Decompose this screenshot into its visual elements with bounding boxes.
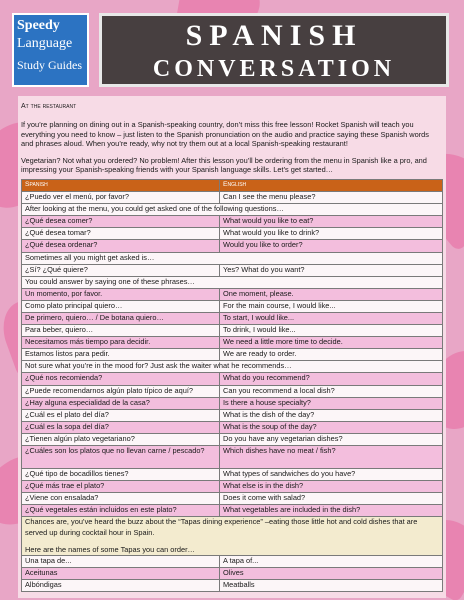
table-cell: Un momento, por favor. <box>22 288 220 300</box>
tapas-intro-cell <box>22 517 443 556</box>
table-cell: What vegetables are included in the dish? <box>220 505 443 517</box>
intro-paragraph: If you’re planning on dining out in a Spanish-speaking country, don’t miss this free lesson! Rocket Spanish will teach you everything you need to know – just listen to the Spanish pronunciation on the audio and practice saying these Spanish words and phrases aloud. When you’re ready, why not try them out at a local Spanish-speaking restaurant! <box>21 120 429 149</box>
table-cell: What else is in the dish? <box>220 481 443 493</box>
table-row <box>22 421 443 433</box>
table-cell: ¿Qué más trae el plato? <box>22 481 220 493</box>
table-cell: Estamos listos para pedir. <box>22 349 220 361</box>
table-cell: Spanish <box>22 179 220 191</box>
table-cell: Not sure what you’re in the mood for? Just ask the waiter what he recommends… <box>22 361 443 373</box>
table-cell: You could answer by saying one of these phrases… <box>22 276 443 288</box>
table-cell: ¿Qué vegetales están incluidos en este plato? <box>22 505 220 517</box>
table-cell: ¿Qué nos recomienda? <box>22 373 220 385</box>
logo <box>12 13 89 87</box>
table-cell: One moment, please. <box>220 288 443 300</box>
table-cell: What is the dish of the day? <box>220 409 443 421</box>
table-cell: ¿Viene con ensalada? <box>22 493 220 505</box>
table-row <box>22 505 443 517</box>
logo-line-2: Language <box>17 36 73 51</box>
table-cell: ¿Cuál es la sopa del día? <box>22 421 220 433</box>
table-row <box>22 409 443 421</box>
table-cell: ¿Tienen algún plato vegetariano? <box>22 433 220 445</box>
table-row <box>22 481 443 493</box>
table-cell: Necesitamos más tiempo para decidir. <box>22 337 220 349</box>
table-cell: Aceitunas <box>22 568 220 580</box>
table-cell: ¿Qué tipo de bocadillos tienes? <box>22 469 220 481</box>
logo-line-1: Speedy <box>17 18 60 33</box>
title-line-2: CONVERSATION <box>152 56 396 82</box>
table-cell: Can you recommend a local dish? <box>220 385 443 397</box>
content-panel <box>18 96 446 598</box>
table-row <box>22 446 443 469</box>
table-cell: Which dishes have no meat / fish? <box>220 446 443 469</box>
table-row <box>22 228 443 240</box>
table-cell: ¿Cuáles son los platos que no llevan carne / pescado? <box>22 446 220 469</box>
table-cell: ¿Puedo ver el menú, por favor? <box>22 192 220 204</box>
table-row <box>22 204 443 216</box>
header <box>0 0 464 96</box>
table-row <box>22 216 443 228</box>
tapas-intro-text-2: Here are the names of some Tapas you can order… <box>25 544 195 554</box>
table-cell: Would you like to order? <box>220 240 443 252</box>
title-box <box>99 13 449 87</box>
table-cell: Olives <box>220 568 443 580</box>
table-cell: What do you recommend? <box>220 373 443 385</box>
table-cell: What would you like to eat? <box>220 216 443 228</box>
table-cell: ¿Sí? ¿Qué quiere? <box>22 264 220 276</box>
logo-line-3: Study Guides <box>17 58 83 72</box>
table-row <box>22 288 443 300</box>
table-cell: Albóndigas <box>22 580 220 592</box>
table-row <box>22 385 443 397</box>
intro-paragraph-2: Vegetarian? Not what you ordered? No problem! After this lesson you’ll be ordering from the menu in Spanish like a pro, and impressing your Spanish-speaking friends with your Spanish language skills. Let’s get started… <box>21 155 427 175</box>
table-row <box>22 349 443 361</box>
table-row <box>22 397 443 409</box>
table-cell: Como plato principal quiero… <box>22 300 220 312</box>
title-line-1: SPANISH <box>185 19 363 52</box>
table-cell: We need a little more time to decide. <box>220 337 443 349</box>
table-cell: A tapa of... <box>220 556 443 568</box>
table-row <box>22 580 443 592</box>
table-cell: ¿Qué desea comer? <box>22 216 220 228</box>
table-row <box>22 568 443 580</box>
table-cell: ¿Puede recomendarnos algún plato típico de aquí? <box>22 385 220 397</box>
table-row <box>22 313 443 325</box>
table-cell: What is the soup of the day? <box>220 421 443 433</box>
table-cell: For the main course, I would like... <box>220 300 443 312</box>
table-row <box>22 192 443 204</box>
table-row <box>22 373 443 385</box>
table-cell: ¿Cuál es el plato del día? <box>22 409 220 421</box>
table-cell: Meatballs <box>220 580 443 592</box>
table-cell: De primero, quiero… / De botana quiero… <box>22 313 220 325</box>
table-row <box>22 325 443 337</box>
table-cell: To drink, I would like... <box>220 325 443 337</box>
table-cell: Sometimes all you might get asked is… <box>22 252 443 264</box>
table-cell: Can I see the menu please? <box>220 192 443 204</box>
table-cell: Is there a house specialty? <box>220 397 443 409</box>
table-row <box>22 517 443 556</box>
table-cell: Una tapa de... <box>22 556 220 568</box>
table-row <box>22 252 443 264</box>
table-cell: What types of sandwiches do you have? <box>220 469 443 481</box>
table-cell: ¿Hay alguna especialidad de la casa? <box>22 397 220 409</box>
section-title: At the restaurant <box>21 103 77 110</box>
table-row <box>22 300 443 312</box>
table-row <box>22 264 443 276</box>
table-cell: English <box>220 179 443 191</box>
table-cell: ¿Qué desea ordenar? <box>22 240 220 252</box>
table-row <box>22 276 443 288</box>
table-cell: We are ready to order. <box>220 349 443 361</box>
table-cell: What would you like to drink? <box>220 228 443 240</box>
table-row <box>22 469 443 481</box>
phrase-table <box>21 179 443 593</box>
table-row <box>22 240 443 252</box>
table-cell: After looking at the menu, you could get asked one of the following questions… <box>22 204 443 216</box>
table-row <box>22 337 443 349</box>
table-row <box>22 361 443 373</box>
table-cell: To start, I would like... <box>220 313 443 325</box>
table-cell: Do you have any vegetarian dishes? <box>220 433 443 445</box>
table-header-row <box>22 179 443 191</box>
table-cell: ¿Qué desea tomar? <box>22 228 220 240</box>
table-row <box>22 556 443 568</box>
table-cell: Does it come with salad? <box>220 493 443 505</box>
table-row <box>22 433 443 445</box>
table-row <box>22 493 443 505</box>
table-cell: Yes? What do you want? <box>220 264 443 276</box>
table-cell: Para beber, quiero… <box>22 325 220 337</box>
tapas-intro-text: Chances are, you’ve heard the buzz about the “Tapas dining experience” –eating those little hot and cold dishes that are served up during cocktail hour in Spain. <box>25 517 418 537</box>
